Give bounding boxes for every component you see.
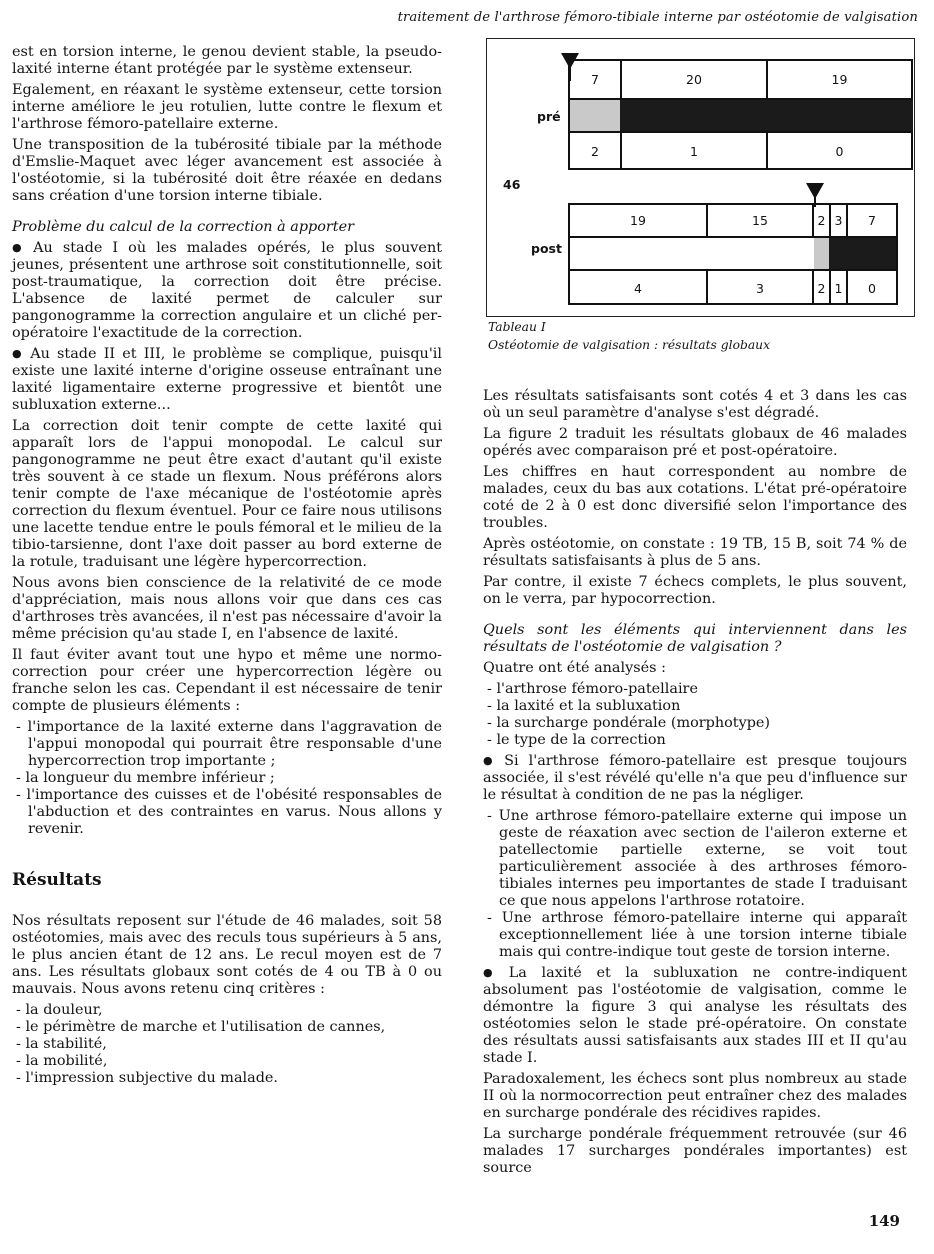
pre-grid <box>568 59 913 170</box>
paragraph: Egalement, en réaxant le système extenseur, cette torsion interne améliore le jeu rotulien, lutte contre le flexum et l'arthrose fémoro-patellaire externe. <box>12 82 442 132</box>
paragraph: Quatre ont été analysés : <box>483 660 666 676</box>
list-item: - l'impression subjective du malade. <box>12 1070 442 1087</box>
post-bar-dark <box>829 238 896 269</box>
list-item: - le périmètre de marche et l'utilisation de cannes, <box>12 1019 442 1036</box>
post-count-cell: 3 <box>834 213 843 228</box>
list <box>483 808 907 961</box>
bullet-paragraph: ● La laxité et la subluxation ne contre-indiquent absolument pas l'ostéotomie de valgisation, comme le démontre la figure 3 qui analyse les résultats des ostéotomies selon le stade pré-opératoire. On constate des résultats aussi satisfaisants aux stades III et II qu'au stade I. <box>483 965 907 1067</box>
paragraph: La correction doit tenir compte de cette laxité qui apparaît lors de l'appui monopodal. Le calcul sur pangonogramme ne peut être exact d'autant qu'il existe très souvent à ce stade un flexum. Nous préférons alors tenir compte de l'axe mécanique de l'ostéotomie après correction du flexum éventuel. Pour ce faire nous utilisons une lacette tendue entre le pouls fémoral et le milieu de la tibio-tarsienne, dont l'axe doit passer au bord externe de la rotule, traduisant une légère hypercorrection. <box>12 418 442 570</box>
post-count-cell: 15 <box>752 213 768 228</box>
list-item: - l'importance des cuisses et de l'obésité responsables de l'abduction et des contraintes en varus. Nous allons y revenir. <box>12 787 442 838</box>
list-item: - le type de la correction <box>483 732 907 749</box>
right-column <box>483 388 907 1181</box>
subheading: Quels sont les éléments qui interviennent dans les résultats de l'ostéotomie de valgisation ? <box>483 622 907 655</box>
post-bar-grey <box>814 238 829 269</box>
pre-bar-grey <box>570 100 620 131</box>
caption-title: Tableau I <box>488 320 546 334</box>
pre-score-cell: 1 <box>690 144 698 159</box>
paragraph: Nous avons bien conscience de la relativité de ce mode d'appréciation, mais nous allons voir que dans ces cas d'arthroses très avancées, il n'est pas nécessaire d'avoir la même précision qu'au stade I, en l'absence de laxité. <box>12 575 442 642</box>
list-item: - l'importance de la laxité externe dans l'aggravation de l'appui monopodal qui pourrait être responsable d'une hypercorrection trop importante ; <box>12 719 442 770</box>
list-item: - la stabilité, <box>12 1036 442 1053</box>
bullet-paragraph: ● Au stade I où les malades opérés, le plus souvent jeunes, présentent une arthrose soit constitutionnelle, soit post-traumatique, la correction doit être précise. L'absence de laxité permet de calculer sur pangonogramme la correction angulaire et un cliché per-opératoire l'exactitude de la correction. <box>12 240 442 342</box>
list-item: - la mobilité, <box>12 1053 442 1070</box>
grid-line <box>570 236 896 238</box>
paragraph: Il faut éviter avant tout une hypo et même une normo-correction pour créer une hypercorrection légère ou franche selon les cas. Cependant il est nécessaire de tenir compte de plusieurs éléments : <box>12 647 442 714</box>
pre-count-cell: 20 <box>686 72 702 87</box>
bullet-paragraph: ● Au stade II et III, le problème se complique, puisqu'il existe une laxité interne d'origine osseuse entraînant une laxité ligamentaire externe progressive et bientôt une subluxation externe... <box>12 346 442 414</box>
paragraph: Après ostéotomie, on constate : 19 TB, 15 B, soit 74 % de résultats satisfaisants à plus de 5 ans. <box>483 536 907 569</box>
post-label: post <box>531 241 562 256</box>
post-score-cell: 3 <box>756 280 764 296</box>
subheading: Problème du calcul de la correction à apporter <box>12 219 354 235</box>
left-column <box>12 44 442 1091</box>
pre-label: pré <box>537 109 561 124</box>
paragraph: Paradoxalement, les échecs sont plus nombreux au stade II où la normocorrection peut entraîner chez des malades en surcharge pondérale des récidives rapides. <box>483 1071 907 1121</box>
post-count-cell: 2 <box>817 213 826 228</box>
bullet-paragraph: ● Si l'arthrose fémoro-patellaire est presque toujours associée, il s'est révélé qu'elle n'a que peu d'influence sur le résultat à condition de ne pas la négliger. <box>483 753 907 804</box>
paragraph: Les chiffres en haut correspondent au nombre de malades, ceux du bas aux cotations. L'état pré-opératoire coté de 2 à 0 est donc diversifié selon l'importance des troubles. <box>483 464 907 531</box>
post-score-cell: 0 <box>868 280 876 296</box>
paragraph: est en torsion interne, le genou devient stable, la pseudo-laxité interne étant protégée par le système extenseur. <box>12 44 442 77</box>
paragraph: Les résultats satisfaisants sont cotés 4 et 3 dans les cas où un seul paramètre d'analyse s'est dégradé. <box>483 388 907 421</box>
list <box>12 719 442 838</box>
grid-line <box>570 98 911 100</box>
list-item: - la longueur du membre inférieur ; <box>12 770 442 787</box>
post-count-cell: 19 <box>630 213 646 228</box>
post-score-cell: 4 <box>634 280 642 296</box>
pre-bar-dark <box>620 100 913 131</box>
paragraph: La figure 2 traduit les résultats globaux de 46 malades opérés avec comparaison pré et post-opératoire. <box>483 426 907 459</box>
paragraph: Nos résultats reposent sur l'étude de 46 malades, soit 58 ostéotomies, mais avec des reculs tous supérieurs à 5 ans, le plus ancien étant de 12 ans. Le recul moyen est de 7 ans. Les résultats globaux sont cotés de 4 ou TB à 0 ou mauvais. Nous avons retenu cinq critères : <box>12 913 442 997</box>
list <box>12 1002 442 1087</box>
count-label: 46 <box>503 177 521 192</box>
list-item: - Une arthrose fémoro-patellaire interne qui apparaît exceptionnellement liée à une torsion interne tibiale mais qui contre-indique tout geste de torsion interne. <box>483 910 907 961</box>
pre-score-cell: 0 <box>835 144 844 159</box>
page-number: 149 <box>868 1212 900 1230</box>
paragraph: Une transposition de la tubérosité tibiale par la méthode d'Emslie-Maquet avec léger avancement est associée à l'ostéotomie, si la tubérosité doit être réaxée en dedans sans création d'une torsion interne tibiale. <box>12 137 442 204</box>
list <box>483 681 907 749</box>
section-title: Résultats <box>12 870 102 890</box>
list-item: - la laxité et la subluxation <box>483 698 907 715</box>
paragraph: Par contre, il existe 7 échecs complets, le plus souvent, on le verra, par hypocorrection. <box>483 574 907 607</box>
list-item: - Une arthrose fémoro-patellaire externe qui impose un geste de réaxation avec section de l'aileron externe et patellectomie partielle externe, se voit tout particulièrement associée à des arthroses fémoro-tibiales internes peu importantes de stade I traduisant ce que nous appelons l'arthrose rotatoire. <box>483 808 907 910</box>
list-item: - l'arthrose fémoro-patellaire <box>483 681 907 698</box>
post-grid <box>568 203 898 305</box>
running-head: traitement de l'arthrose fémoro-tibiale interne par ostéotomie de valgisation <box>397 10 918 25</box>
list-item: - la douleur, <box>12 1002 442 1019</box>
pre-count-cell: 19 <box>831 72 848 87</box>
results-table-figure <box>486 38 915 317</box>
post-score-cell: 2 <box>817 280 826 296</box>
list-item: - la surcharge pondérale (morphotype) <box>483 715 907 732</box>
table-caption <box>488 318 770 354</box>
post-count-cell: 7 <box>868 213 876 228</box>
post-score-cell: 1 <box>834 280 843 296</box>
pre-score-cell: 2 <box>591 144 599 159</box>
pre-count-cell: 7 <box>591 72 599 87</box>
paragraph: La surcharge pondérale fréquemment retrouvée (sur 46 malades 17 surcharges pondérales importantes) est source <box>483 1126 907 1176</box>
caption-text: Ostéotomie de valgisation : résultats globaux <box>488 338 771 352</box>
